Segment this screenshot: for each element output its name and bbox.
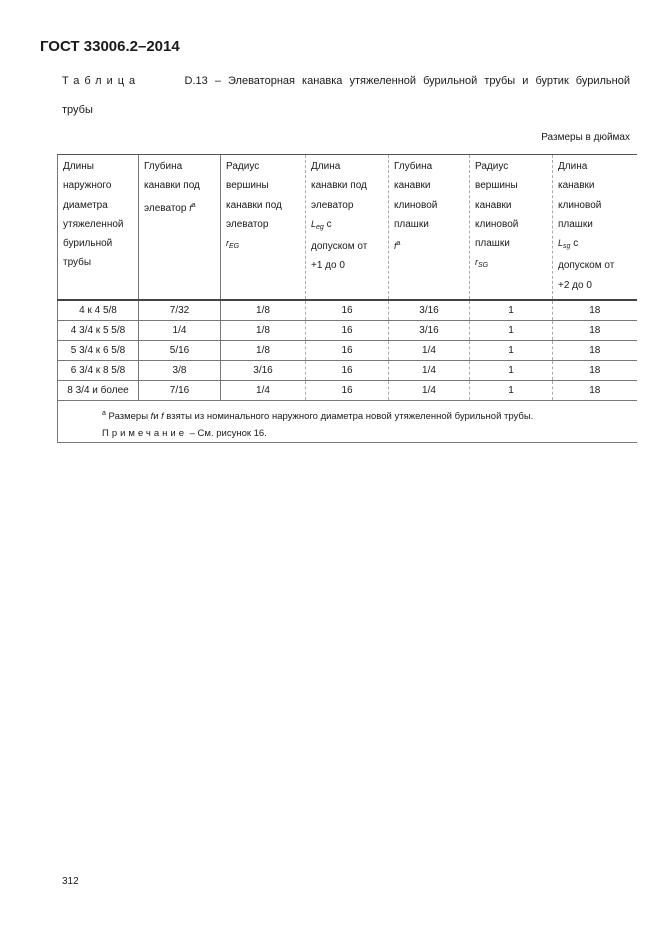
column-header-line: клиновой (475, 218, 519, 230)
column-header-line: наружного (63, 180, 112, 192)
column-header-line: канавки (475, 199, 512, 211)
header-suffix: с (570, 238, 579, 250)
table-row (58, 381, 637, 401)
column-header (470, 155, 553, 301)
column-header-line: клиновой (558, 199, 602, 211)
column-header-line: +2 до 0 (558, 279, 592, 291)
table-cell: 3/16 (221, 361, 306, 381)
column-header-line: Глубина (144, 161, 183, 172)
table-cell: 4 к 4 5/8 (58, 300, 139, 321)
column-header-line: плашки (394, 218, 429, 230)
footnote-text: взяты из номинального наружного диаметра новой утяжеленной бурильной трубы. (163, 410, 534, 422)
header-subscript: eg (316, 223, 324, 231)
table-cell: 7/16 (139, 381, 221, 401)
dimensions-table (57, 154, 637, 443)
table-cell: 1 (470, 361, 553, 381)
column-header-line: плашки (558, 218, 593, 230)
table-cell: 1/4 (389, 381, 470, 401)
footnote-symbol: f (161, 410, 164, 421)
column-header-line: Радиус (226, 161, 260, 172)
column-header-line: вершины (226, 180, 269, 192)
table-row (58, 321, 637, 341)
units-note: Размеры в дюймах (541, 132, 630, 143)
table-cell: 1/4 (221, 381, 306, 401)
column-header-line: элеватор (311, 199, 354, 211)
table-cell: 1 (470, 381, 553, 401)
table-cell: 16 (306, 341, 389, 361)
footnote-symbol: f (150, 410, 154, 421)
column-header-line: Радиус (475, 161, 509, 172)
table-caption (62, 74, 630, 88)
table-row (58, 341, 637, 361)
header-symbol: L (558, 238, 564, 249)
column-header-line: Длина (558, 161, 588, 172)
column-header (58, 155, 139, 301)
table-cell: 8 3/4 и более (58, 381, 139, 401)
column-header-line: вершины (475, 180, 518, 192)
table-cell: 1 (470, 300, 553, 321)
table-footer-row (58, 401, 637, 443)
column-header (221, 155, 306, 301)
table-cell: 16 (306, 300, 389, 321)
table-cell: 18 (553, 321, 637, 341)
column-header-line: канавки под (311, 180, 367, 192)
table-cell: 16 (306, 381, 389, 401)
column-header (306, 155, 389, 301)
column-header-line: канавки под (144, 180, 200, 192)
table-cell: 18 (553, 381, 637, 401)
column-header-line: бурильной (63, 238, 113, 250)
column-header-line: утяжеленной (63, 218, 124, 230)
column-header-line: трубы (63, 257, 92, 269)
table-cell: 18 (553, 300, 637, 321)
column-header-line: Длины (63, 161, 94, 172)
note-text: – См. рисунок 16. (187, 427, 267, 439)
note-label: Примечание (102, 427, 187, 439)
document-header: ГОСТ 33006.2–2014 (40, 38, 180, 55)
table-row (58, 361, 637, 381)
column-header-line: +1 до 0 (311, 260, 345, 272)
header-symbol: f (189, 202, 192, 213)
table-cell: 3/16 (389, 300, 470, 321)
footnote-text: и (153, 410, 162, 422)
table-header-row (58, 155, 637, 301)
table-cell: 16 (306, 361, 389, 381)
header-symbol: L (311, 218, 317, 229)
column-header (139, 155, 221, 301)
page-number: 312 (62, 876, 79, 887)
header-symbol: r (226, 238, 229, 249)
table-row (58, 300, 637, 321)
column-header-line: элеватор (144, 202, 190, 214)
footnote (102, 405, 637, 425)
table-cell: 6 3/4 к 8 5/8 (58, 361, 139, 381)
column-header-line: допуском от (311, 241, 368, 253)
table-cell: 1/8 (221, 321, 306, 341)
column-header-line: допуском от (558, 260, 615, 272)
table-footer (58, 401, 637, 443)
table-cell: 3/8 (139, 361, 221, 381)
table-cell: 3/16 (389, 321, 470, 341)
header-subscript: sg (563, 243, 571, 251)
column-header-line: Длина (311, 161, 341, 172)
table-cell: 1/8 (221, 341, 306, 361)
table-cell: 1 (470, 341, 553, 361)
table-body (58, 300, 637, 443)
caption-prefix: Таблица (62, 75, 141, 87)
footnote-text: Размеры (105, 410, 151, 422)
table-cell: 1/4 (139, 321, 221, 341)
header-subscript: EG (229, 243, 240, 251)
column-header-line: канавки (394, 180, 431, 192)
column-header (389, 155, 470, 301)
table-cell: 1/4 (389, 341, 470, 361)
table-cell: 18 (553, 341, 637, 361)
table-note (102, 425, 637, 442)
table-cell: 1 (470, 321, 553, 341)
footnote-marker: a (396, 240, 401, 248)
column-header-line: канавки (558, 180, 595, 192)
caption-continuation: трубы (62, 104, 93, 116)
table-cell: 7/32 (139, 300, 221, 321)
column-header-line: канавки под (226, 199, 282, 211)
column-header (553, 155, 637, 301)
table-cell: 1/8 (221, 300, 306, 321)
table-cell: 16 (306, 321, 389, 341)
column-header-line: плашки (475, 238, 510, 250)
table-cell: 5/16 (139, 341, 221, 361)
table-cell: 5 3/4 к 6 5/8 (58, 341, 139, 361)
header-symbol: r (475, 257, 478, 268)
table-cell: 18 (553, 361, 637, 381)
column-header-line: элеватор (226, 218, 269, 230)
column-header-line: Глубина (394, 161, 433, 172)
header-suffix: с (323, 218, 332, 230)
header-subscript: SG (478, 262, 489, 270)
table-cell: 1/4 (389, 361, 470, 381)
table-cell: 4 3/4 к 5 5/8 (58, 321, 139, 341)
caption-title: D.13 – Элеваторная канавка утяжеленной бурильной трубы и буртик бурильной (184, 75, 630, 87)
footnote-marker: a (102, 409, 106, 417)
column-header-line: клиновой (394, 199, 438, 211)
header-symbol: f (394, 241, 397, 252)
column-header-line: диаметра (63, 199, 108, 211)
footnote-marker: a (191, 201, 196, 209)
